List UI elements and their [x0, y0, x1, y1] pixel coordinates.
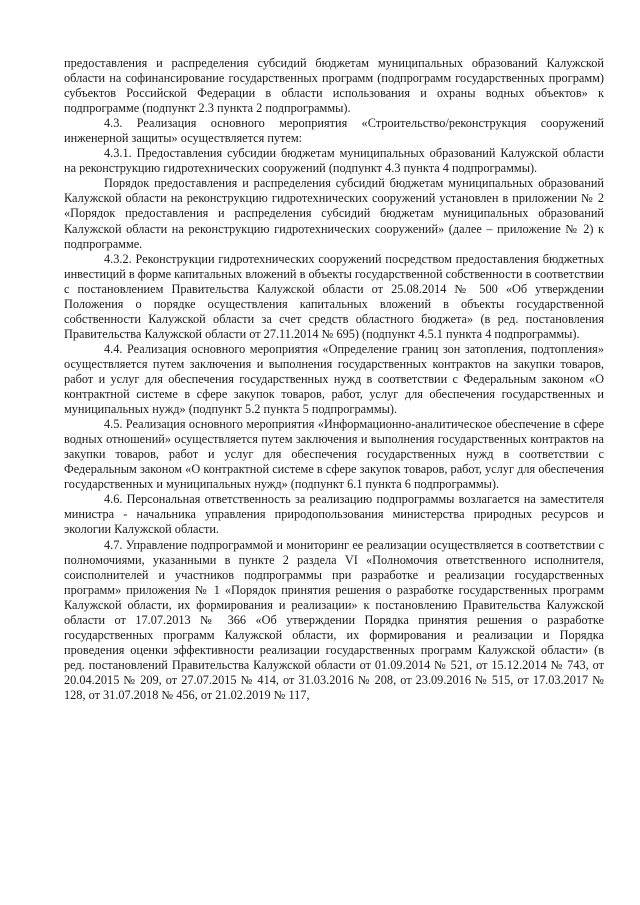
paragraph-subsidy-procedure: Порядок предоставления и распределения субсидий бюджетам муниципальных образований Калужской области на реконструкцию гидротехнических сооружений установлен в приложении № 2 «Порядок предоставления и распределения субсидий бюджетам муниципальных образований Калужской области на реконструкцию гидротехнических сооружений» (далее – приложение № 2) к подпрограмме.: [64, 176, 604, 251]
paragraph-4-7: 4.7. Управление подпрограммой и мониторинг ее реализации осуществляется в соответствии с полномочиями, указанными в пункте 2 раздела VI «Полномочия ответственного исполнителя, соисполнителей и участников подпрограммы при разработке и реализации государственных программ» приложения № 1 «Порядок принятия решения о разработке государственных программ Калужской области, их формирования и реализации» к постановлению Правительства Калужской области от 17.07.2013 № 366 «Об утверждении Порядка принятия решения о разработке государственных программ Калужской области, их формирования и реализации и Порядка проведения оценки эффективности реализации государственных программ Калужской области» (в ред. постановлений Правительства Калужской области от 01.09.2014 № 521, от 15.12.2014 № 743, от 20.04.2015 № 209, от 27.07.2015 № 414, от 31.03.2016 № 208, от 23.09.2016 № 515, от 17.03.2017 № 128, от 31.07.2018 № 456, от 21.02.2019 № 117,: [64, 537, 604, 702]
paragraph-4-6: 4.6. Персональная ответственность за реализацию подпрограммы возлагается на заместителя министра - начальника управления природопользования министерства природных ресурсов и экологии Калужской области.: [64, 492, 604, 537]
paragraph-4-4: 4.4. Реализация основного мероприятия «Определение границ зон затопления, подтопления» осуществляется путем заключения и выполнения государственных контрактов на закупки товаров, работ и услуг для обеспечения государственных нужд в соответствии с Федеральным законом «О контрактной системе в сфере закупок товаров, работ, услуг для обеспечения государственных и муниципальных нужд» (подпункт 5.2 пункта 5 подпрограммы).: [64, 341, 604, 417]
paragraph-continuation: предоставления и распределения субсидий бюджетам муниципальных образований Калужской области на софинансирование государственных программ (подпрограмм государственных программ) субъектов Российской Федерации в области использования и охраны водных объектов» к подпрограмме (подпункт 2.3 пункта 2 подпрограммы).: [64, 56, 604, 116]
paragraph-4-3: 4.3. Реализация основного мероприятия «Строительство/реконструкция сооружений инженерной защиты» осуществляется путем:: [64, 116, 604, 146]
paragraph-4-5: 4.5. Реализация основного мероприятия «Информационно-аналитическое обеспечение в сфере водных отношений» осуществляется путем заключения и выполнения государственных контрактов на закупки товаров, работ и услуг для обеспечения государственных нужд в соответствии с Федеральным законом «О контрактной системе в сфере закупок товаров, работ, услуг для обеспечения государственных и муниципальных нужд» (подпункт 6.1 пункта 6 подпрограммы).: [64, 417, 604, 492]
paragraph-4-3-1: 4.3.1. Предоставления субсидии бюджетам муниципальных образований Калужской области на реконструкцию гидротехнических сооружений (подпункт 4.3 пункта 4 подпрограммы).: [64, 146, 604, 176]
paragraph-4-3-2: 4.3.2. Реконструкции гидротехнических сооружений посредством предоставления бюджетных инвестиций в форме капитальных вложений в объекты государственной собственности в соответствии с постановлением Правительства Калужской области от 25.08.2014 № 500 «Об утверждении Положения о порядке осуществления капитальных вложений в объекты государственной собственности Калужской области за счет средств областного бюджета» (в ред. постановления Правительства Калужской области от 27.11.2014 № 695) (подпункт 4.5.1 пункта 4 подпрограммы).: [64, 251, 604, 341]
